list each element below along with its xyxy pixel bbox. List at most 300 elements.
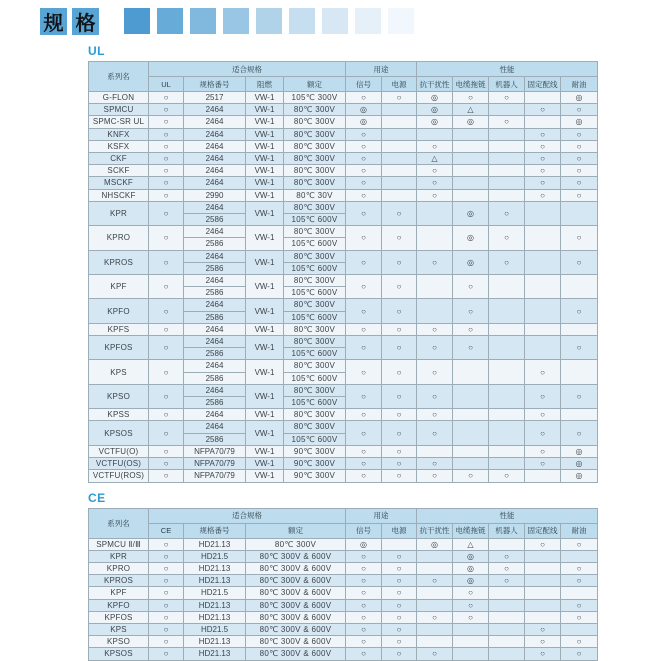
header-col-cell: 电缆拖链 — [453, 523, 489, 538]
rating-cell: 105℃ 300V — [284, 92, 346, 104]
mark-cell — [453, 165, 489, 177]
mark-cell — [489, 323, 525, 335]
banner-fade-square-8 — [355, 8, 381, 34]
table-row — [89, 636, 598, 648]
rating-cell: 80℃ 300V — [284, 104, 346, 116]
mark-cell — [525, 226, 561, 250]
header-group-cell-2: 性能 — [417, 508, 598, 523]
flame-cell: VW-1 — [246, 409, 284, 421]
mark-cell: ○ — [453, 470, 489, 482]
header-group-row — [89, 62, 598, 77]
mark-cell — [453, 623, 489, 635]
table-row — [89, 250, 598, 262]
rating-cell: 105℃ 600V — [284, 214, 346, 226]
banner-fade-square-6 — [289, 8, 315, 34]
cert-mark-cell: ○ — [149, 623, 184, 635]
flame-cell: VW-1 — [246, 165, 284, 177]
mark-cell — [382, 189, 417, 201]
rating-cell: 105℃ 600V — [284, 348, 346, 360]
mark-cell: ○ — [346, 409, 382, 421]
cert-mark-cell: ○ — [149, 575, 184, 587]
header-col-cell: 固定配线 — [525, 523, 561, 538]
mark-cell — [382, 538, 417, 550]
mark-cell — [489, 599, 525, 611]
spec-number-cell: HD21.13 — [184, 538, 246, 550]
mark-cell: ○ — [382, 562, 417, 574]
rating-cell: 80℃ 300V — [284, 165, 346, 177]
mark-cell — [417, 201, 453, 225]
spec-number-cell: HD21.13 — [184, 611, 246, 623]
header-col-cell: 电源 — [382, 77, 417, 92]
mark-cell — [525, 562, 561, 574]
mark-cell: ◎ — [417, 538, 453, 550]
header-group-cell-2: 性能 — [417, 62, 598, 77]
mark-cell: ○ — [561, 226, 598, 250]
mark-cell: ◎ — [346, 538, 382, 550]
table-row — [89, 384, 598, 396]
mark-cell: ○ — [525, 165, 561, 177]
rating-cell: 80℃ 300V & 600V — [246, 587, 346, 599]
series-cell: KSFX — [89, 140, 149, 152]
flame-cell: VW-1 — [246, 189, 284, 201]
mark-cell — [382, 128, 417, 140]
mark-cell — [489, 360, 525, 384]
mark-cell: ◎ — [561, 92, 598, 104]
cert-mark-cell: ○ — [149, 104, 184, 116]
cert-mark-cell: ○ — [149, 275, 184, 299]
mark-cell: ○ — [417, 336, 453, 360]
ce-section — [88, 492, 600, 661]
banner-fade-squares — [124, 8, 421, 34]
rating-cell: 105℃ 600V — [284, 262, 346, 274]
mark-cell — [382, 104, 417, 116]
mark-cell — [561, 360, 598, 384]
rating-cell: 80℃ 300V — [284, 336, 346, 348]
series-cell: KPS — [89, 623, 149, 635]
mark-cell: ○ — [489, 550, 525, 562]
series-cell: SPMCU Ⅱ/Ⅲ — [89, 538, 149, 550]
mark-cell: ○ — [525, 128, 561, 140]
mark-cell — [453, 384, 489, 408]
table-row — [89, 275, 598, 287]
mark-cell: ○ — [561, 562, 598, 574]
header-col-cell: 信号 — [346, 77, 382, 92]
mark-cell: ○ — [346, 470, 382, 482]
table-body — [89, 92, 598, 483]
table-row — [89, 153, 598, 165]
mark-cell — [453, 153, 489, 165]
mark-cell: ○ — [453, 587, 489, 599]
table-header — [89, 508, 598, 538]
mark-cell: ○ — [382, 226, 417, 250]
mark-cell: ○ — [382, 445, 417, 457]
spec-number-cell: HD21.5 — [184, 550, 246, 562]
rating-cell: 80℃ 300V — [284, 275, 346, 287]
mark-cell — [561, 587, 598, 599]
mark-cell: ○ — [525, 409, 561, 421]
mark-cell — [489, 648, 525, 660]
mark-cell: △ — [453, 538, 489, 550]
flame-cell: VW-1 — [246, 92, 284, 104]
mark-cell: ○ — [346, 250, 382, 274]
cert-mark-cell: ○ — [149, 470, 184, 482]
rating-cell: 80℃ 300V — [284, 140, 346, 152]
mark-cell: ○ — [561, 153, 598, 165]
mark-cell: ○ — [346, 599, 382, 611]
table-row — [89, 177, 598, 189]
series-cell: VCTFU(OS) — [89, 458, 149, 470]
table-row — [89, 648, 598, 660]
spec-number-cell: 2586 — [184, 311, 246, 323]
rating-cell: 80℃ 300V — [284, 201, 346, 213]
rating-cell: 80℃ 300V — [284, 360, 346, 372]
spec-number-cell: HD21.13 — [184, 636, 246, 648]
table-row — [89, 360, 598, 372]
flame-cell: VW-1 — [246, 421, 284, 445]
mark-cell: ○ — [525, 636, 561, 648]
mark-cell: ○ — [489, 250, 525, 274]
rating-cell: 80℃ 300V — [284, 409, 346, 421]
mark-cell — [453, 421, 489, 445]
mark-cell — [453, 360, 489, 384]
mark-cell: ○ — [346, 275, 382, 299]
cert-mark-cell: ○ — [149, 360, 184, 384]
mark-cell: ○ — [561, 189, 598, 201]
header-cols-row — [89, 77, 598, 92]
mark-cell: ○ — [382, 648, 417, 660]
cert-mark-cell: ○ — [149, 336, 184, 360]
mark-cell: ○ — [525, 177, 561, 189]
header-col-cell: 耐油 — [561, 523, 598, 538]
page-content — [88, 45, 600, 661]
mark-cell — [417, 226, 453, 250]
series-cell: KPSO — [89, 636, 149, 648]
mark-cell — [525, 92, 561, 104]
rating-cell: 80℃ 300V — [284, 177, 346, 189]
mark-cell: ○ — [382, 299, 417, 323]
flame-cell: VW-1 — [246, 153, 284, 165]
mark-cell: ○ — [453, 92, 489, 104]
header-group-cell-0: 适合规格 — [149, 62, 346, 77]
spec-number-cell: 2586 — [184, 262, 246, 274]
mark-cell: ○ — [417, 409, 453, 421]
mark-cell: ○ — [525, 623, 561, 635]
mark-cell: ◎ — [453, 201, 489, 225]
series-cell: CKF — [89, 153, 149, 165]
ce-section-label: CE — [88, 490, 106, 505]
header-col-cell: 耐油 — [561, 77, 598, 92]
mark-cell: ○ — [346, 611, 382, 623]
rating-cell: 105℃ 600V — [284, 311, 346, 323]
table-row — [89, 470, 598, 482]
mark-cell — [525, 116, 561, 128]
rating-cell: 80℃ 300V & 600V — [246, 550, 346, 562]
ul-section-label: UL — [88, 44, 105, 58]
mark-cell: ○ — [561, 611, 598, 623]
cert-mark-cell: ○ — [149, 587, 184, 599]
mark-cell: ○ — [346, 384, 382, 408]
mark-cell: ○ — [382, 275, 417, 299]
mark-cell — [453, 128, 489, 140]
rating-cell: 90℃ 300V — [284, 458, 346, 470]
flame-cell: VW-1 — [246, 360, 284, 384]
spec-number-cell: HD21.13 — [184, 575, 246, 587]
mark-cell: ○ — [382, 599, 417, 611]
table-body — [89, 538, 598, 660]
mark-cell: ○ — [346, 299, 382, 323]
mark-cell — [561, 550, 598, 562]
mark-cell — [525, 550, 561, 562]
spec-number-cell: HD21.5 — [184, 623, 246, 635]
mark-cell: ○ — [346, 458, 382, 470]
mark-cell — [382, 153, 417, 165]
table-row — [89, 299, 598, 311]
header-col-cell: UL — [149, 77, 184, 92]
table-header — [89, 62, 598, 92]
table-row — [89, 116, 598, 128]
rating-cell: 105℃ 600V — [284, 433, 346, 445]
series-cell: SPMCU — [89, 104, 149, 116]
table-row — [89, 336, 598, 348]
header-col-cell: 规格番号 — [184, 77, 246, 92]
ul-section — [88, 45, 600, 483]
series-cell: KPRO — [89, 226, 149, 250]
mark-cell — [382, 165, 417, 177]
mark-cell — [417, 623, 453, 635]
series-cell: KPF — [89, 587, 149, 599]
mark-cell — [525, 575, 561, 587]
mark-cell — [453, 140, 489, 152]
flame-cell: VW-1 — [246, 299, 284, 323]
series-header-cell: 系列名 — [89, 62, 149, 92]
mark-cell: ○ — [489, 92, 525, 104]
mark-cell: △ — [453, 104, 489, 116]
series-cell: KPSS — [89, 409, 149, 421]
mark-cell: ○ — [525, 421, 561, 445]
spec-number-cell: 2464 — [184, 323, 246, 335]
series-cell: KPR — [89, 550, 149, 562]
rating-cell: 80℃ 300V — [284, 323, 346, 335]
mark-cell: ○ — [525, 104, 561, 116]
mark-cell: ◎ — [561, 116, 598, 128]
spec-number-cell: 2464 — [184, 153, 246, 165]
header-group-cell-1: 用途 — [346, 508, 417, 523]
mark-cell: ○ — [561, 250, 598, 274]
rating-cell: 105℃ 600V — [284, 238, 346, 250]
mark-cell: ○ — [417, 140, 453, 152]
mark-cell: ○ — [346, 575, 382, 587]
flame-cell: VW-1 — [246, 275, 284, 299]
series-cell: KPSO — [89, 384, 149, 408]
mark-cell: ○ — [561, 648, 598, 660]
mark-cell — [489, 421, 525, 445]
header-col-cell: 额定 — [284, 77, 346, 92]
mark-cell: ○ — [417, 384, 453, 408]
mark-cell — [525, 323, 561, 335]
cert-mark-cell: ○ — [149, 128, 184, 140]
rating-cell: 80℃ 30V — [284, 189, 346, 201]
mark-cell: ○ — [561, 575, 598, 587]
mark-cell: ◎ — [561, 458, 598, 470]
rating-cell: 105℃ 600V — [284, 372, 346, 384]
header-col-cell: 阻燃 — [246, 77, 284, 92]
spec-number-cell: 2464 — [184, 250, 246, 262]
series-cell: KPR — [89, 201, 149, 225]
mark-cell — [453, 648, 489, 660]
rating-cell: 80℃ 300V — [284, 128, 346, 140]
cert-mark-cell: ○ — [149, 226, 184, 250]
mark-cell: ○ — [346, 648, 382, 660]
mark-cell: ○ — [561, 538, 598, 550]
mark-cell — [525, 587, 561, 599]
spec-number-cell: HD21.13 — [184, 599, 246, 611]
mark-cell: ○ — [382, 336, 417, 360]
header-col-cell: 信号 — [346, 523, 382, 538]
banner-fade-square-2 — [157, 8, 183, 34]
mark-cell: ○ — [561, 165, 598, 177]
mark-cell: ○ — [561, 299, 598, 323]
table-row — [89, 409, 598, 421]
mark-cell: ○ — [561, 140, 598, 152]
mark-cell — [561, 201, 598, 225]
header-cols-row — [89, 523, 598, 538]
mark-cell: ○ — [489, 201, 525, 225]
table-row — [89, 104, 598, 116]
mark-cell: ○ — [453, 323, 489, 335]
spec-number-cell: NFPA70/79 — [184, 470, 246, 482]
cert-mark-cell: ○ — [149, 250, 184, 274]
mark-cell: ○ — [346, 550, 382, 562]
mark-cell: ○ — [346, 562, 382, 574]
mark-cell: ◎ — [453, 116, 489, 128]
page-title-char-1: 规 — [40, 8, 67, 35]
mark-cell: ○ — [525, 538, 561, 550]
mark-cell: ○ — [382, 575, 417, 587]
series-cell: VCTFU(ROS) — [89, 470, 149, 482]
series-cell: KPFO — [89, 299, 149, 323]
mark-cell: ○ — [453, 275, 489, 299]
mark-cell — [489, 587, 525, 599]
banner-fade-square-4 — [223, 8, 249, 34]
mark-cell — [382, 116, 417, 128]
rating-cell: 80℃ 300V — [284, 250, 346, 262]
mark-cell: ◎ — [561, 470, 598, 482]
mark-cell — [561, 323, 598, 335]
mark-cell: ○ — [382, 421, 417, 445]
cert-mark-cell: ○ — [149, 458, 184, 470]
spec-number-cell: 2464 — [184, 299, 246, 311]
mark-cell — [525, 250, 561, 274]
mark-cell: ○ — [346, 153, 382, 165]
series-cell: KPF — [89, 275, 149, 299]
spec-number-cell: HD21.5 — [184, 587, 246, 599]
mark-cell: ○ — [561, 421, 598, 445]
cert-mark-cell: ○ — [149, 599, 184, 611]
mark-cell: ○ — [346, 445, 382, 457]
mark-cell — [453, 409, 489, 421]
mark-cell: ○ — [525, 360, 561, 384]
mark-cell: ○ — [417, 177, 453, 189]
spec-number-cell: 2464 — [184, 360, 246, 372]
mark-cell — [453, 458, 489, 470]
mark-cell — [489, 153, 525, 165]
series-cell: KPSOS — [89, 421, 149, 445]
mark-cell: ○ — [489, 116, 525, 128]
spec-number-cell: 2517 — [184, 92, 246, 104]
mark-cell: ○ — [417, 323, 453, 335]
flame-cell: VW-1 — [246, 104, 284, 116]
mark-cell: ◎ — [453, 250, 489, 274]
mark-cell — [525, 299, 561, 323]
mark-cell: ○ — [417, 648, 453, 660]
mark-cell: ◎ — [346, 116, 382, 128]
header-col-cell: 电源 — [382, 523, 417, 538]
mark-cell: ○ — [346, 177, 382, 189]
spec-number-cell: HD21.13 — [184, 648, 246, 660]
mark-cell — [489, 104, 525, 116]
rating-cell: 80℃ 300V — [284, 421, 346, 433]
spec-number-cell: 2586 — [184, 287, 246, 299]
spec-number-cell: NFPA70/79 — [184, 458, 246, 470]
mark-cell: ○ — [382, 636, 417, 648]
rating-cell: 90℃ 300V — [284, 470, 346, 482]
mark-cell — [561, 623, 598, 635]
page-banner — [40, 8, 650, 36]
flame-cell: VW-1 — [246, 323, 284, 335]
spec-number-cell: 2464 — [184, 165, 246, 177]
mark-cell — [525, 470, 561, 482]
header-col-cell: 机器人 — [489, 77, 525, 92]
rating-cell: 80℃ 300V & 600V — [246, 562, 346, 574]
flame-cell: VW-1 — [246, 116, 284, 128]
table-row — [89, 575, 598, 587]
cert-mark-cell: ○ — [149, 445, 184, 457]
mark-cell: ○ — [346, 189, 382, 201]
mark-cell: ○ — [417, 611, 453, 623]
cert-mark-cell: ○ — [149, 538, 184, 550]
cert-mark-cell: ○ — [149, 550, 184, 562]
flame-cell: VW-1 — [246, 458, 284, 470]
page-title-char-2: 格 — [72, 8, 99, 35]
spec-number-cell: 2586 — [184, 238, 246, 250]
mark-cell: ○ — [453, 611, 489, 623]
spec-number-cell: 2586 — [184, 214, 246, 226]
header-col-cell: 固定配线 — [525, 77, 561, 92]
cert-mark-cell: ○ — [149, 636, 184, 648]
mark-cell — [489, 299, 525, 323]
mark-cell — [489, 409, 525, 421]
mark-cell: ○ — [525, 189, 561, 201]
mark-cell: ○ — [453, 299, 489, 323]
spec-number-cell: 2464 — [184, 384, 246, 396]
table-row — [89, 165, 598, 177]
spec-number-cell: 2464 — [184, 275, 246, 287]
ce-spec-table — [88, 508, 598, 661]
mark-cell — [489, 445, 525, 457]
mark-cell: ○ — [382, 409, 417, 421]
mark-cell: ○ — [417, 421, 453, 445]
header-group-cell-1: 用途 — [346, 62, 417, 77]
spec-number-cell: HD21.13 — [184, 562, 246, 574]
header-col-cell: 电缆拖链 — [453, 77, 489, 92]
table-row — [89, 458, 598, 470]
mark-cell: ○ — [417, 360, 453, 384]
spec-number-cell: 2464 — [184, 116, 246, 128]
mark-cell — [489, 177, 525, 189]
banner-fade-square-7 — [322, 8, 348, 34]
mark-cell — [525, 611, 561, 623]
mark-cell — [525, 599, 561, 611]
